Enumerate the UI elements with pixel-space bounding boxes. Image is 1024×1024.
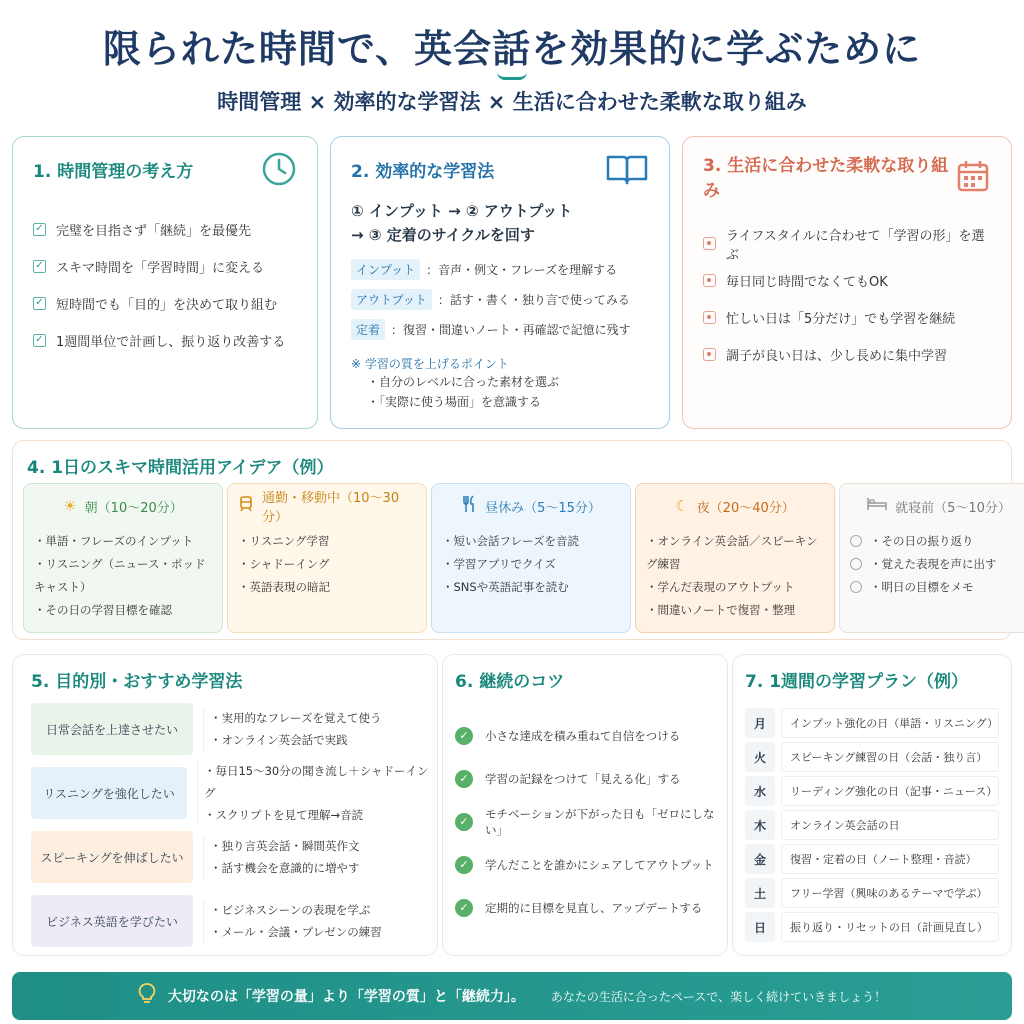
learning-cycle: ① インプット → ② アウトプット → ③ 定着のサイクルを回す bbox=[351, 202, 573, 244]
section-title: 6. 継続のコツ bbox=[455, 672, 565, 692]
list-item: ・短い会話フレーズを音読 bbox=[442, 534, 579, 548]
check-circle-icon: ✓ bbox=[455, 727, 473, 745]
plan-text: スピーキング練習の日（会話・独り言） bbox=[781, 742, 999, 772]
day-label: 土 bbox=[745, 878, 775, 908]
spare-time-ideas-section bbox=[12, 440, 1012, 640]
day-label: 水 bbox=[745, 776, 775, 806]
tip-item: ・話す機会を意識的に増やす bbox=[210, 861, 360, 875]
calendar-icon bbox=[955, 158, 991, 194]
section-title: 5. 目的別・おすすめ学習法 bbox=[31, 672, 243, 692]
list-item: 忙しい日は「5分だけ」でも学習を継続 bbox=[703, 299, 991, 336]
plan-text: 復習・定着の日（ノート整理・音読） bbox=[781, 844, 999, 874]
plan-text: フリー学習（興味のあるテーマで学ぶ） bbox=[781, 878, 999, 908]
card-title: 3. 生活に合わせた柔軟な取り組み bbox=[703, 156, 949, 201]
day-label: 木 bbox=[745, 810, 775, 840]
slot-bedtime: 就寝前（5〜10分） ・その日の振り返り ・覚えた表現を声に出す ・明日の目標をメモ bbox=[839, 483, 1024, 633]
goal-label: リスニングを強化したい bbox=[31, 767, 187, 819]
check-circle-icon: ✓ bbox=[455, 770, 473, 788]
plan-row bbox=[745, 740, 999, 774]
list-item: ライフスタイルに合わせて「学習の形」を選ぶ bbox=[703, 225, 991, 262]
checkbox-icon: ✓ bbox=[33, 223, 46, 236]
section-title: 7. 1週間の学習プラン（例） bbox=[745, 672, 969, 692]
list-item: ・明日の目標をメモ bbox=[850, 576, 1024, 599]
card-title: 2. 効率的な学習法 bbox=[351, 161, 495, 182]
page-title: 限られた時間で、英会話を効果的に学ぶために bbox=[102, 27, 922, 71]
checkbox-icon: ✓ bbox=[33, 260, 46, 273]
footer-main-text: 大切なのは「学習の量」より「学習の質」と「継続力」。 bbox=[167, 989, 525, 1005]
list-item: ・英語表現の暗記 bbox=[238, 580, 330, 594]
card-title: 1. 時間管理の考え方 bbox=[33, 161, 194, 182]
footer-banner bbox=[12, 972, 1012, 1020]
slot-morning: ☀ 朝（10〜20分） ・単語・フレーズのインプット ・リスニング（ニュース・ポッドキャスト） ・その日の学習目標を確認 bbox=[23, 483, 223, 633]
slot-commute: 通勤・移動中（10〜30分） ・リスニング学習 ・シャドーイング ・英語表現の暗記 bbox=[227, 483, 427, 633]
list-item: ・SNSや英語記事を読む bbox=[442, 580, 569, 594]
list-item: ✓ 1週間単位で計画し、振り返り改善する bbox=[33, 322, 297, 359]
list-item: 毎日同じ時間でなくてもOK bbox=[703, 262, 991, 299]
method-tag: アウトプット bbox=[351, 289, 432, 310]
bullet-icon bbox=[703, 237, 716, 250]
weekly-plan-section bbox=[732, 654, 1012, 956]
tip-item: ・オンライン英会話で実践 bbox=[210, 733, 348, 747]
list-item: ✓ 小さな達成を積み重ねて自信をつける bbox=[455, 714, 715, 757]
circle-icon bbox=[850, 535, 862, 547]
day-label: 日 bbox=[745, 912, 775, 942]
circle-icon bbox=[850, 558, 862, 570]
footer-sub-text: あなたの生活に合ったペースで、楽しく続けていきましょう！ bbox=[550, 989, 887, 1004]
list-item: ・覚えた表現を声に出す bbox=[850, 553, 1024, 576]
bed-icon bbox=[867, 497, 887, 515]
study-method-card bbox=[330, 136, 670, 429]
check-circle-icon: ✓ bbox=[455, 813, 473, 831]
list-item: ・その日の振り返り bbox=[850, 530, 1024, 553]
list-item: ・リスニング（ニュース・ポッドキャスト） bbox=[34, 557, 206, 594]
point-item: ・「実際に使う場面」を意識する bbox=[367, 395, 542, 409]
list-item: ✓ 完璧を目指さず「継続」を最優先 bbox=[33, 211, 297, 248]
list-item: ・オンライン英会話／スピーキング練習 bbox=[646, 534, 818, 571]
plan-text: オンライン英会話の日 bbox=[781, 810, 999, 840]
list-item: ✓ モチベーションが下がった日も「ゼロにしない」 bbox=[455, 800, 715, 843]
fork-knife-icon bbox=[461, 495, 477, 517]
plan-row bbox=[745, 910, 999, 944]
plan-text: リーディング強化の日（記事・ニュース） bbox=[781, 776, 999, 806]
goal-row bbox=[31, 703, 431, 755]
plan-row bbox=[745, 808, 999, 842]
plan-text: 振り返り・リセットの日（計画見直し） bbox=[781, 912, 999, 942]
book-icon bbox=[605, 151, 649, 187]
method-row: アウトプット ：話す・書く・独り言で使ってみる bbox=[351, 287, 649, 311]
goal-label: 日常会話を上達させたい bbox=[31, 703, 193, 755]
day-label: 金 bbox=[745, 844, 775, 874]
list-item: ・その日の学習目標を確認 bbox=[34, 603, 172, 617]
day-label: 月 bbox=[745, 708, 775, 738]
method-tag: インプット bbox=[351, 259, 420, 280]
list-item: ・間違いノートで復習・整理 bbox=[646, 603, 796, 617]
checkbox-icon: ✓ bbox=[33, 334, 46, 347]
list-item: ✓ 短時間でも「目的」を決めて取り組む bbox=[33, 285, 297, 322]
tip-item: ・スクリプトを見て理解→音読 bbox=[203, 808, 364, 822]
tip-item: ・独り言英会話・瞬間英作文 bbox=[210, 839, 360, 853]
plan-row bbox=[745, 876, 999, 910]
slot-night: ☾ 夜（20〜40分） ・オンライン英会話／スピーキング練習 ・学んだ表現のアウトプット ・間違いノートで復習・整理 bbox=[635, 483, 835, 633]
method-row: 定着 ：復習・間違いノート・再確認で記憶に残す bbox=[351, 317, 649, 341]
train-icon bbox=[238, 496, 254, 516]
list-item: ・シャドーイング bbox=[238, 557, 330, 571]
tip-item: ・実用的なフレーズを覚えて使う bbox=[210, 711, 382, 725]
goal-label: ビジネス英語を学びたい bbox=[31, 895, 193, 947]
goal-row bbox=[31, 764, 431, 822]
plan-text: インプット強化の日（単語・リスニング） bbox=[781, 708, 999, 738]
bullet-icon bbox=[703, 348, 716, 361]
day-label: 火 bbox=[745, 742, 775, 772]
point-item: ・自分のレベルに合った素材を選ぶ bbox=[367, 375, 560, 389]
tip-item: ・メール・会議・プレゼンの練習 bbox=[210, 925, 382, 939]
bullet-icon bbox=[703, 311, 716, 324]
plan-row bbox=[745, 842, 999, 876]
flexible-approach-card bbox=[682, 136, 1012, 429]
list-item: 調子が良い日は、少し長めに集中学習 bbox=[703, 336, 991, 373]
circle-icon bbox=[850, 581, 862, 593]
goal-methods-section bbox=[12, 654, 438, 956]
goal-row bbox=[31, 895, 431, 947]
lightbulb-icon bbox=[138, 983, 156, 1010]
list-item: ✓ 学習の記録をつけて「見える化」する bbox=[455, 757, 715, 800]
clock-icon bbox=[261, 151, 297, 187]
goal-label: スピーキングを伸ばしたい bbox=[31, 831, 193, 883]
sun-icon: ☀ bbox=[63, 497, 77, 515]
moon-icon: ☾ bbox=[675, 497, 689, 515]
list-item: ・単語・フレーズのインプット bbox=[34, 534, 194, 548]
list-item: ・学んだ表現のアウトプット bbox=[646, 580, 795, 594]
list-item: ✓ 学んだことを誰かにシェアしてアウトプット bbox=[455, 843, 715, 886]
section-title: 4. 1日のスキマ時間活用アイデア（例） bbox=[27, 458, 334, 478]
points-title: ※ 学習の質を上げるポイント bbox=[351, 357, 509, 371]
page-subtitle: 時間管理 × 効率的な学習法 × 生活に合わせた柔軟な取り組み bbox=[217, 90, 807, 114]
plan-row bbox=[745, 774, 999, 808]
slot-lunch: 昼休み（5〜15分） ・短い会話フレーズを音読 ・学習アプリでクイズ ・SNSや英語記事を読む bbox=[431, 483, 631, 633]
tip-item: ・毎日15〜30分の聞き流し＋シャドーイング bbox=[203, 764, 429, 800]
list-item: ・学習アプリでクイズ bbox=[442, 557, 556, 571]
check-circle-icon: ✓ bbox=[455, 856, 473, 874]
bullet-icon bbox=[703, 274, 716, 287]
title-underline bbox=[497, 72, 527, 80]
continuation-tips-section bbox=[442, 654, 728, 956]
check-circle-icon: ✓ bbox=[455, 899, 473, 917]
checkbox-icon: ✓ bbox=[33, 297, 46, 310]
method-row: インプット ：音声・例文・フレーズを理解する bbox=[351, 257, 649, 281]
list-item: ✓ 定期的に目標を見直し、アップデートする bbox=[455, 886, 715, 929]
list-item: ✓ スキマ時間を「学習時間」に変える bbox=[33, 248, 297, 285]
list-item: ・リスニング学習 bbox=[238, 534, 330, 548]
tip-item: ・ビジネスシーンの表現を学ぶ bbox=[210, 903, 371, 917]
time-management-card bbox=[12, 136, 318, 429]
goal-row bbox=[31, 831, 431, 883]
plan-row bbox=[745, 706, 999, 740]
method-tag: 定着 bbox=[351, 319, 385, 340]
